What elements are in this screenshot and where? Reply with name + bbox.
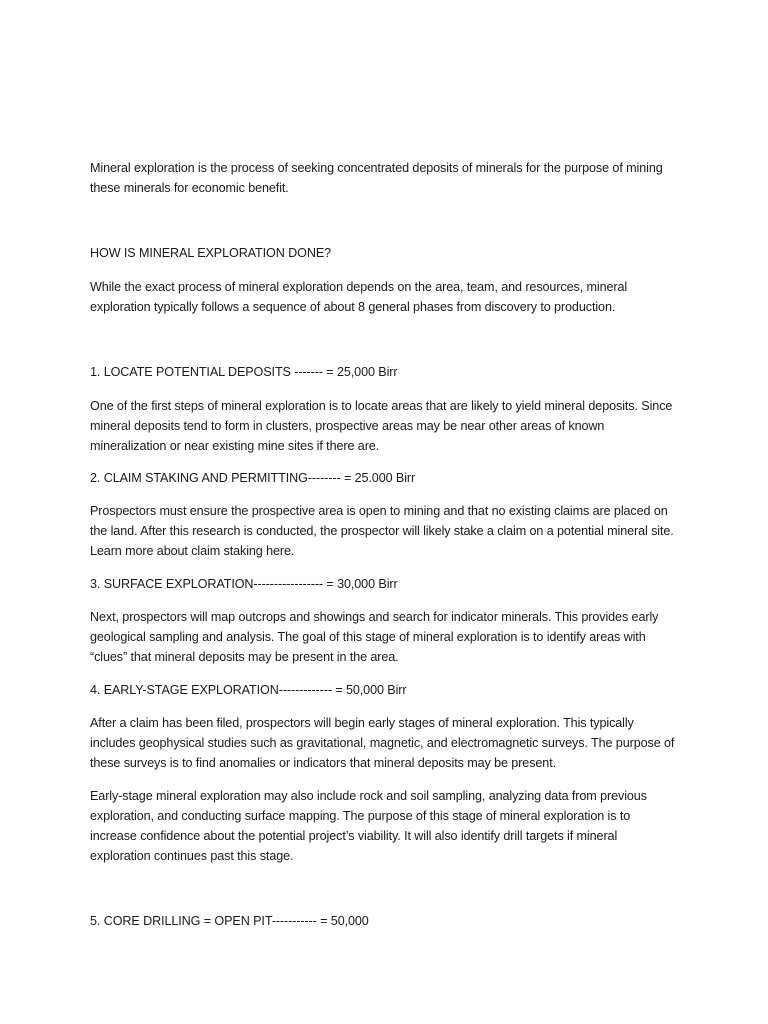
phase-4-body-continued: Early-stage mineral exploration may also include rock and soil sampling, analyzing data from previous exploration, and conducting surface mapping. The purpose of this stage of mineral exploration is to increase confidence about the potential project’s viability. It will also identify drill targets if mineral exploration continues past this stage. <box>90 789 647 863</box>
phase-1-body: One of the first steps of mineral exploration is to locate areas that are likely to yield mineral deposits. Since mineral deposits tend to form in clusters, prospective areas may be near other areas of known mineralization or near existing mine sites if there are. <box>90 399 673 453</box>
phase-4-body: After a claim has been filed, prospectors will begin early stages of mineral exploration. This typically includes geophysical studies such as gravitational, magnetic, and electromagnetic surveys. The purpose of these surveys is to find anomalies or indicators that mineral deposits may be present. <box>90 716 675 770</box>
overview-paragraph: While the exact process of mineral exploration depends on the area, team, and resources, mineral exploration typically follows a sequence of about 8 general phases from discovery to production. <box>90 280 628 314</box>
phase-3-body: Next, prospectors will map outcrops and showings and search for indicator minerals. This provides early geological sampling and analysis. The goal of this stage of mineral exploration is to identify areas with “clues” that mineral deposits may be present in the area. <box>90 610 659 664</box>
phase-3-heading: 3. SURFACE EXPLORATION----------------- = 30,000 Birr <box>90 577 398 591</box>
phase-2-heading: 2. CLAIM STAKING AND PERMITTING-------- = 25.000 Birr <box>90 471 416 485</box>
section-heading: HOW IS MINERAL EXPLORATION DONE? <box>90 246 332 260</box>
phase-5-heading: 5. CORE DRILLING = OPEN PIT----------- = 50,000 <box>90 914 369 928</box>
phase-1-heading: 1. LOCATE POTENTIAL DEPOSITS ------- = 25,000 Birr <box>90 365 398 379</box>
phase-2-body: Prospectors must ensure the prospective area is open to mining and that no existing claims are placed on the land. After this research is conducted, the prospector will likely stake a claim on a potential mineral site. Learn more about claim staking here. <box>90 504 674 558</box>
phase-4-heading: 4. EARLY-STAGE EXPLORATION------------- = 50,000 Birr <box>90 683 407 697</box>
intro-paragraph: Mineral exploration is the process of seeking concentrated deposits of minerals for the purpose of mining these minerals for economic benefit. <box>90 161 663 195</box>
